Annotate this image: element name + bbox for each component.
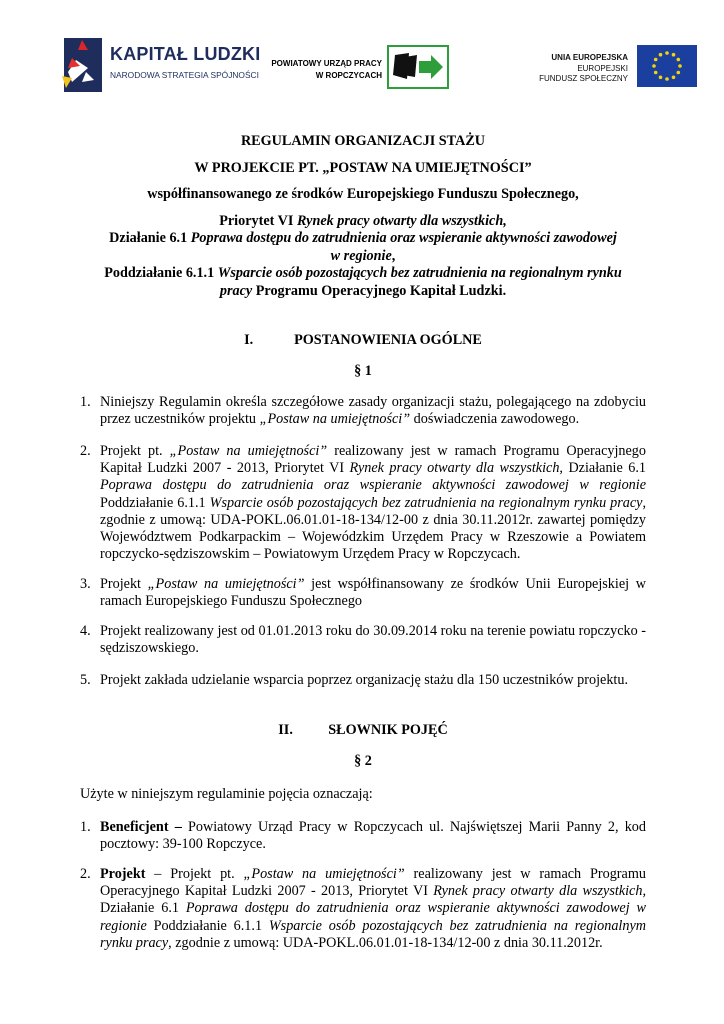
title-line5: Działanie 6.1 Poprawa dostępu do zatrudnienia oraz wspieranie aktywności zawodowej (109, 230, 617, 246)
eu-flag-icon (637, 45, 697, 87)
title-line8: pracy Programu Operacyjnego Kapitał Ludzki. (219, 282, 507, 299)
title-line4: Priorytet VI Rynek pracy otwarty dla wszystkich, (219, 212, 507, 229)
list-item: 5. Projekt zakłada udzielanie wsparcia poprzez organizację stażu dla 150 uczestników projektu. (80, 672, 629, 688)
list-item: 1. Niniejszy Regulamin określa szczegółowe zasady organizacji stażu, polegającego na zdobyciu przez uczestników projektu „Postaw na umiejętności” doświadczenia zawodowego. (80, 394, 646, 428)
title-line6: w regionie, (330, 247, 396, 264)
pup-line1: POWIATOWY URZĄD PRACY (271, 59, 382, 68)
eu-label (515, 53, 628, 85)
eu-line1: UNIA EUROPEJSKA (551, 53, 628, 62)
title-line2: W PROJEKCIE PT. „POSTAW NA UMIEJĘTNOŚCI” (194, 159, 532, 176)
kapital-ludzki-logo (58, 32, 261, 98)
section-2-intro: Użyte w niniejszym regulaminie pojęcia oznaczają: (80, 786, 373, 802)
kl-subtitle: NARODOWA STRATEGIA SPÓJNOŚCI (110, 70, 259, 80)
title-line3: współfinansowanego ze środków Europejskiego Funduszu Społecznego, (147, 186, 579, 202)
section-2-paragraph-sign: § 2 (354, 753, 372, 769)
title-line7: Poddziałanie 6.1.1 Wsparcie osób pozostających bez zatrudnienia na regionalnym rynku (104, 265, 622, 281)
section-heading-1: I. POSTANOWIENIA OGÓLNE (244, 332, 482, 348)
pup-logo-icon (387, 45, 449, 89)
page-header (0, 0, 724, 110)
title-line1: REGULAMIN ORGANIZACJI STAŻU (240, 133, 486, 149)
list-item: 3. Projekt „Postaw na umiejętności” jest współfinansowany ze środków Unii Europejskiej w ramach Europejskiego Funduszu Społecznego (80, 576, 646, 610)
eu-line3: FUNDUSZ SPOŁECZNY (539, 74, 628, 83)
eu-line2: EUROPEJSKI (577, 63, 628, 73)
list-item: 1. Beneficjent – Powiatowy Urząd Pracy w Ropczycach ul. Najświętszej Marii Panny 2, kod pocztowy: 39-100 Ropczyce. (80, 819, 646, 853)
section-heading-2: II. SŁOWNIK POJĘĆ (278, 722, 448, 738)
kapital-ludzki-emblem-icon (58, 32, 108, 98)
list-item: 4. Projekt realizowany jest od 01.01.2013 roku do 30.09.2014 roku na terenie powiatu ropczycko - sędziszowskiego. (80, 623, 646, 657)
list-item: 2. Projekt pt. „Postaw na umiejętności” realizowany jest w ramach Programu Operacyjnego Kapitał Ludzki 2007 - 2013, Priorytet VI Rynek pracy otwarty dla wszystkich, Działanie 6.1 Poprawa dostępu do zatrudnienia oraz wspieranie aktywności zawodowej w regionie Poddziałanie 6.1.1 Wsparcie osób pozostających bez zatrudnienia na regionalnym rynku pracy, zgodnie z umową: UDA-POKL.06.01.01-18-134/12-00 z dnia 30.11.2012r. zawartej pomiędzy Województwem Podkarpackim – Wojewódzkim Urzędem Pracy w Rzeszowie a Powiatem ropczycko-sędziszowskim – Powiatowym Urzędem Pracy w Ropczycach. (80, 443, 647, 563)
section-1-paragraph-sign: § 1 (354, 363, 372, 379)
pup-line2: W ROPCZYCACH (315, 71, 382, 80)
kl-title: KAPITAŁ LUDZKI (110, 44, 261, 64)
list-item: 2. Projekt – Projekt pt. „Postaw na umiejętności” realizowany jest w ramach Programu Operacyjnego Kapitał Ludzki 2007 - 2013, Priorytet VI Rynek pracy otwarty dla wszystkich, Działanie 6.1 Poprawa dostępu do zatrudnienia oraz wspieranie aktywności zawodowej w regionie Poddziałanie 6.1.1 Wsparcie osób pozostających bez zatrudnienia na regionalnym rynku pracy, zgodnie z umową: UDA-POKL.06.01.01-18-134/12-00 z dnia 30.11.2012r. (80, 866, 646, 951)
document-title (80, 133, 646, 300)
pup-name (262, 58, 382, 82)
